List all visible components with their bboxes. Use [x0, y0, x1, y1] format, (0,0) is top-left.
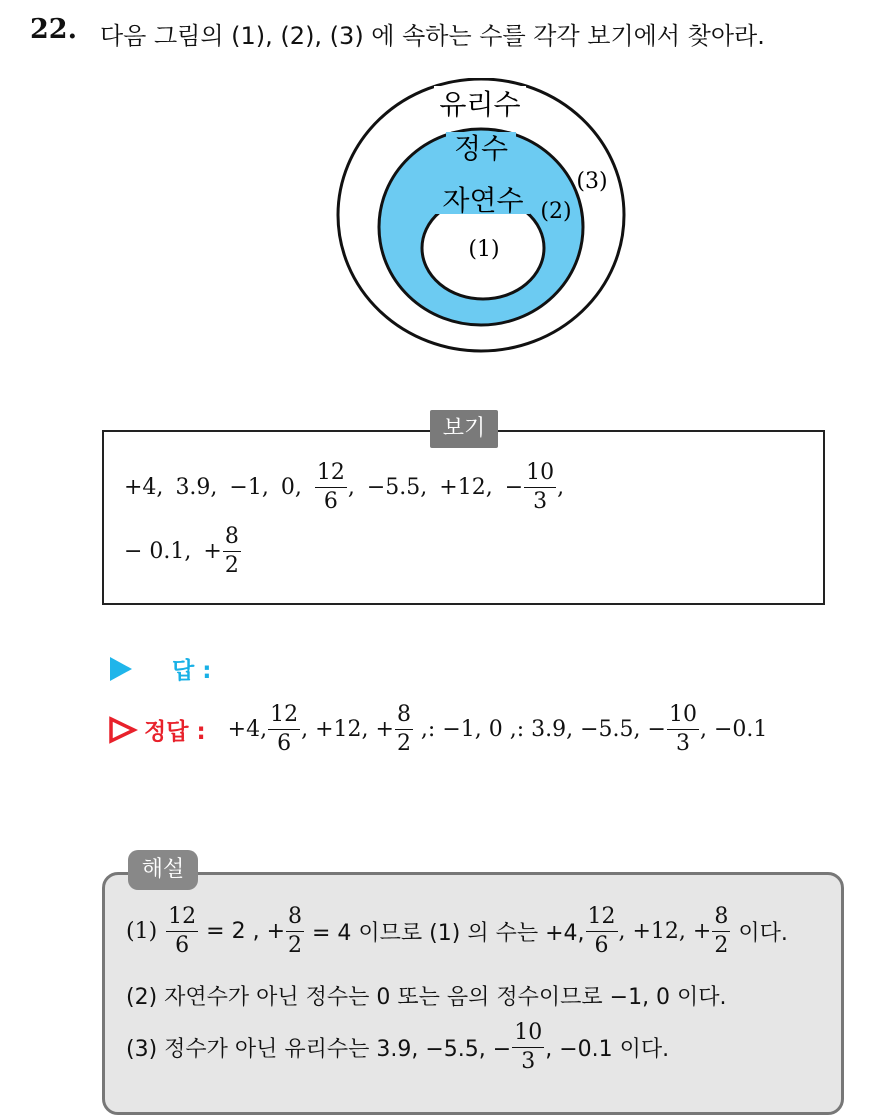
bogi-item: −5.5, [366, 475, 428, 500]
answer-label: 답 : [172, 658, 212, 684]
bogi-item: 0, [280, 475, 302, 500]
triangle-play-icon [110, 657, 132, 681]
bogi-item: 3.9, [175, 475, 218, 500]
solution-row: 정답 : +4, $\frac{12}{6}$ , +12, + $\frac{8}{2}$ ,: −1, 0 ,: 3.9, −5.5, − $\frac{10}{3}$ , −0.1 [108, 704, 767, 755]
bogi-box [102, 430, 825, 605]
answer-row [110, 652, 211, 685]
triangle-outline-icon [108, 716, 138, 744]
venn-diagram [330, 78, 640, 368]
explanation-label: 해설 [128, 850, 198, 890]
label-integer: 정수 [453, 132, 509, 165]
explanation-line-2: (2) 자연수가 아닌 정수는 0 또는 음의 정수이므로 −1, 0 이다. [126, 985, 727, 1010]
label-region-1: (1) [468, 237, 500, 262]
fraction: $\frac{8}{2}$ [396, 702, 411, 756]
solution-label: 정답 : [144, 719, 206, 745]
bogi-item: − 0.1, [124, 539, 192, 564]
fraction: $\frac{8}{2}$ [714, 904, 729, 958]
label-rational: 유리수 [439, 88, 521, 121]
explanation-line-3: (3) 정수가 아닌 유리수는 3.9, −5.5, − $\frac{10}{3}$ , −0.1 이다. [126, 1020, 670, 1074]
bogi-item: +12, [439, 475, 493, 500]
fraction: $\frac{10}{3}$ [668, 702, 697, 756]
explanation-line-1: (1) $\frac{12}{6}$ = 2 , + $\frac{8}{2}$ = 4 이므로 (1) 의 수는 +4, $\frac{12}{6}$ , +12, + $\frac{8}{2}$ 이다. [126, 904, 788, 958]
fraction: $\frac{10}{3}$ [526, 460, 555, 514]
label-natural: 자연수 [442, 184, 524, 217]
fraction: $\frac{10}{3}$ [514, 1020, 543, 1074]
bogi-item: −1, [229, 475, 269, 500]
bogi-label: 보기 [430, 410, 498, 448]
label-region-3: (3) [576, 169, 608, 194]
fraction: $\frac{8}{2}$ [288, 904, 303, 958]
bogi-line-2: − 0.1, + $\frac{8}{2}$ [124, 524, 239, 578]
question-number: 22. [30, 14, 77, 45]
fraction: $\frac{12}{6}$ [316, 460, 345, 514]
bogi-line-1: +4, 3.9, −1, 0, $\frac{12}{6}$ , −5.5, +12, − $\frac{10}{3}$ , [124, 460, 565, 514]
fraction: $\frac{12}{6}$ [168, 904, 197, 958]
fraction: $\frac{8}{2}$ [224, 524, 239, 578]
fraction: $\frac{12}{6}$ [270, 702, 299, 756]
bogi-item: +4, [124, 475, 164, 500]
fraction: $\frac{12}{6}$ [587, 904, 616, 958]
label-region-2: (2) [540, 199, 572, 224]
question-text: 다음 그림의 (1), (2), (3) 에 속하는 수를 각각 보기에서 찾아라. [100, 22, 765, 50]
